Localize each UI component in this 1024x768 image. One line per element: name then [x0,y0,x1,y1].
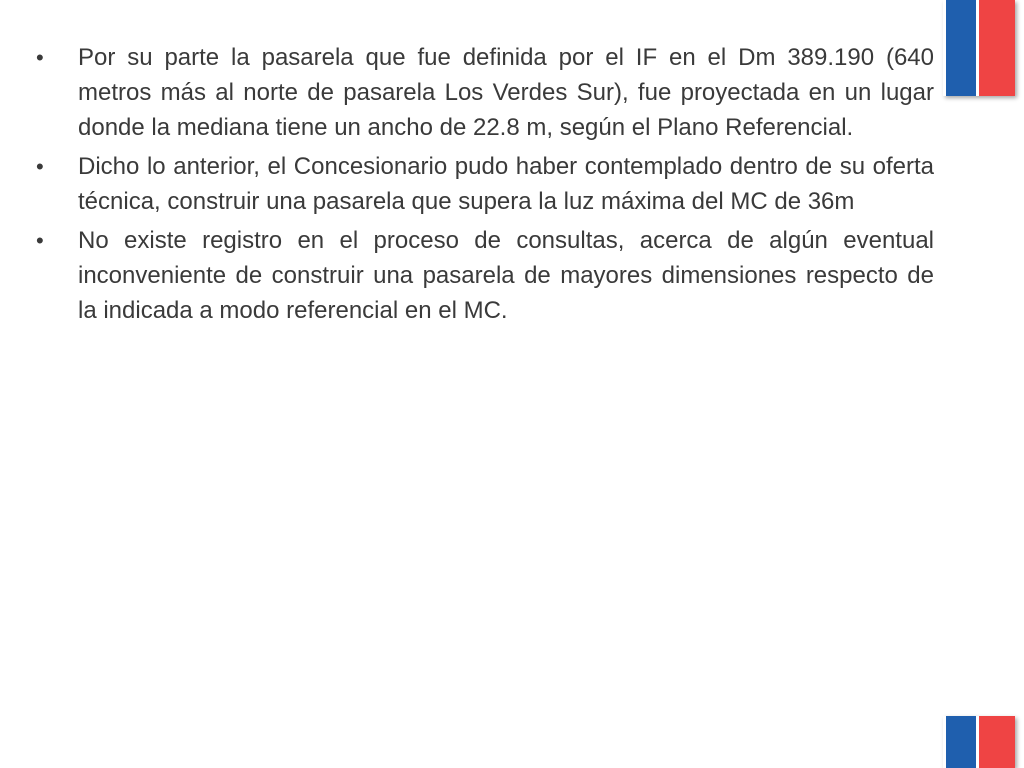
flag-stripe-top-icon [943,0,1015,96]
flag-blue-stripe [943,0,979,96]
bullet-dot-icon: • [36,228,44,253]
bullet-item [36,40,934,145]
bullet-text: Por su parte la pasarela que fue definida por el IF en el Dm 389.190 (640 metros más al norte de pasarela Los Verdes Sur), fue proyectada en un lugar donde la mediana tiene un ancho de 22.8 m, según el Plano Referencial. [78,44,934,141]
bullet-list [36,40,934,332]
bullet-item [36,149,934,219]
bullet-text: No existe registro en el proceso de consultas, acerca de algún eventual inconveniente de construir una pasarela de mayores dimensiones respecto de la indicada a modo referencial en el MC. [78,227,934,324]
bullet-item [36,223,934,328]
bullet-text: Dicho lo anterior, el Concesionario pudo haber contemplado dentro de su oferta técnica, construir una pasarela que supera la luz máxima del MC de 36m [78,153,934,215]
bullet-dot-icon: • [36,45,44,70]
flag-red-stripe [979,0,1015,96]
flag-red-stripe [979,716,1015,768]
bullet-dot-icon: • [36,154,44,179]
flag-stripe-bottom-icon [943,716,1015,768]
flag-blue-stripe [943,716,979,768]
